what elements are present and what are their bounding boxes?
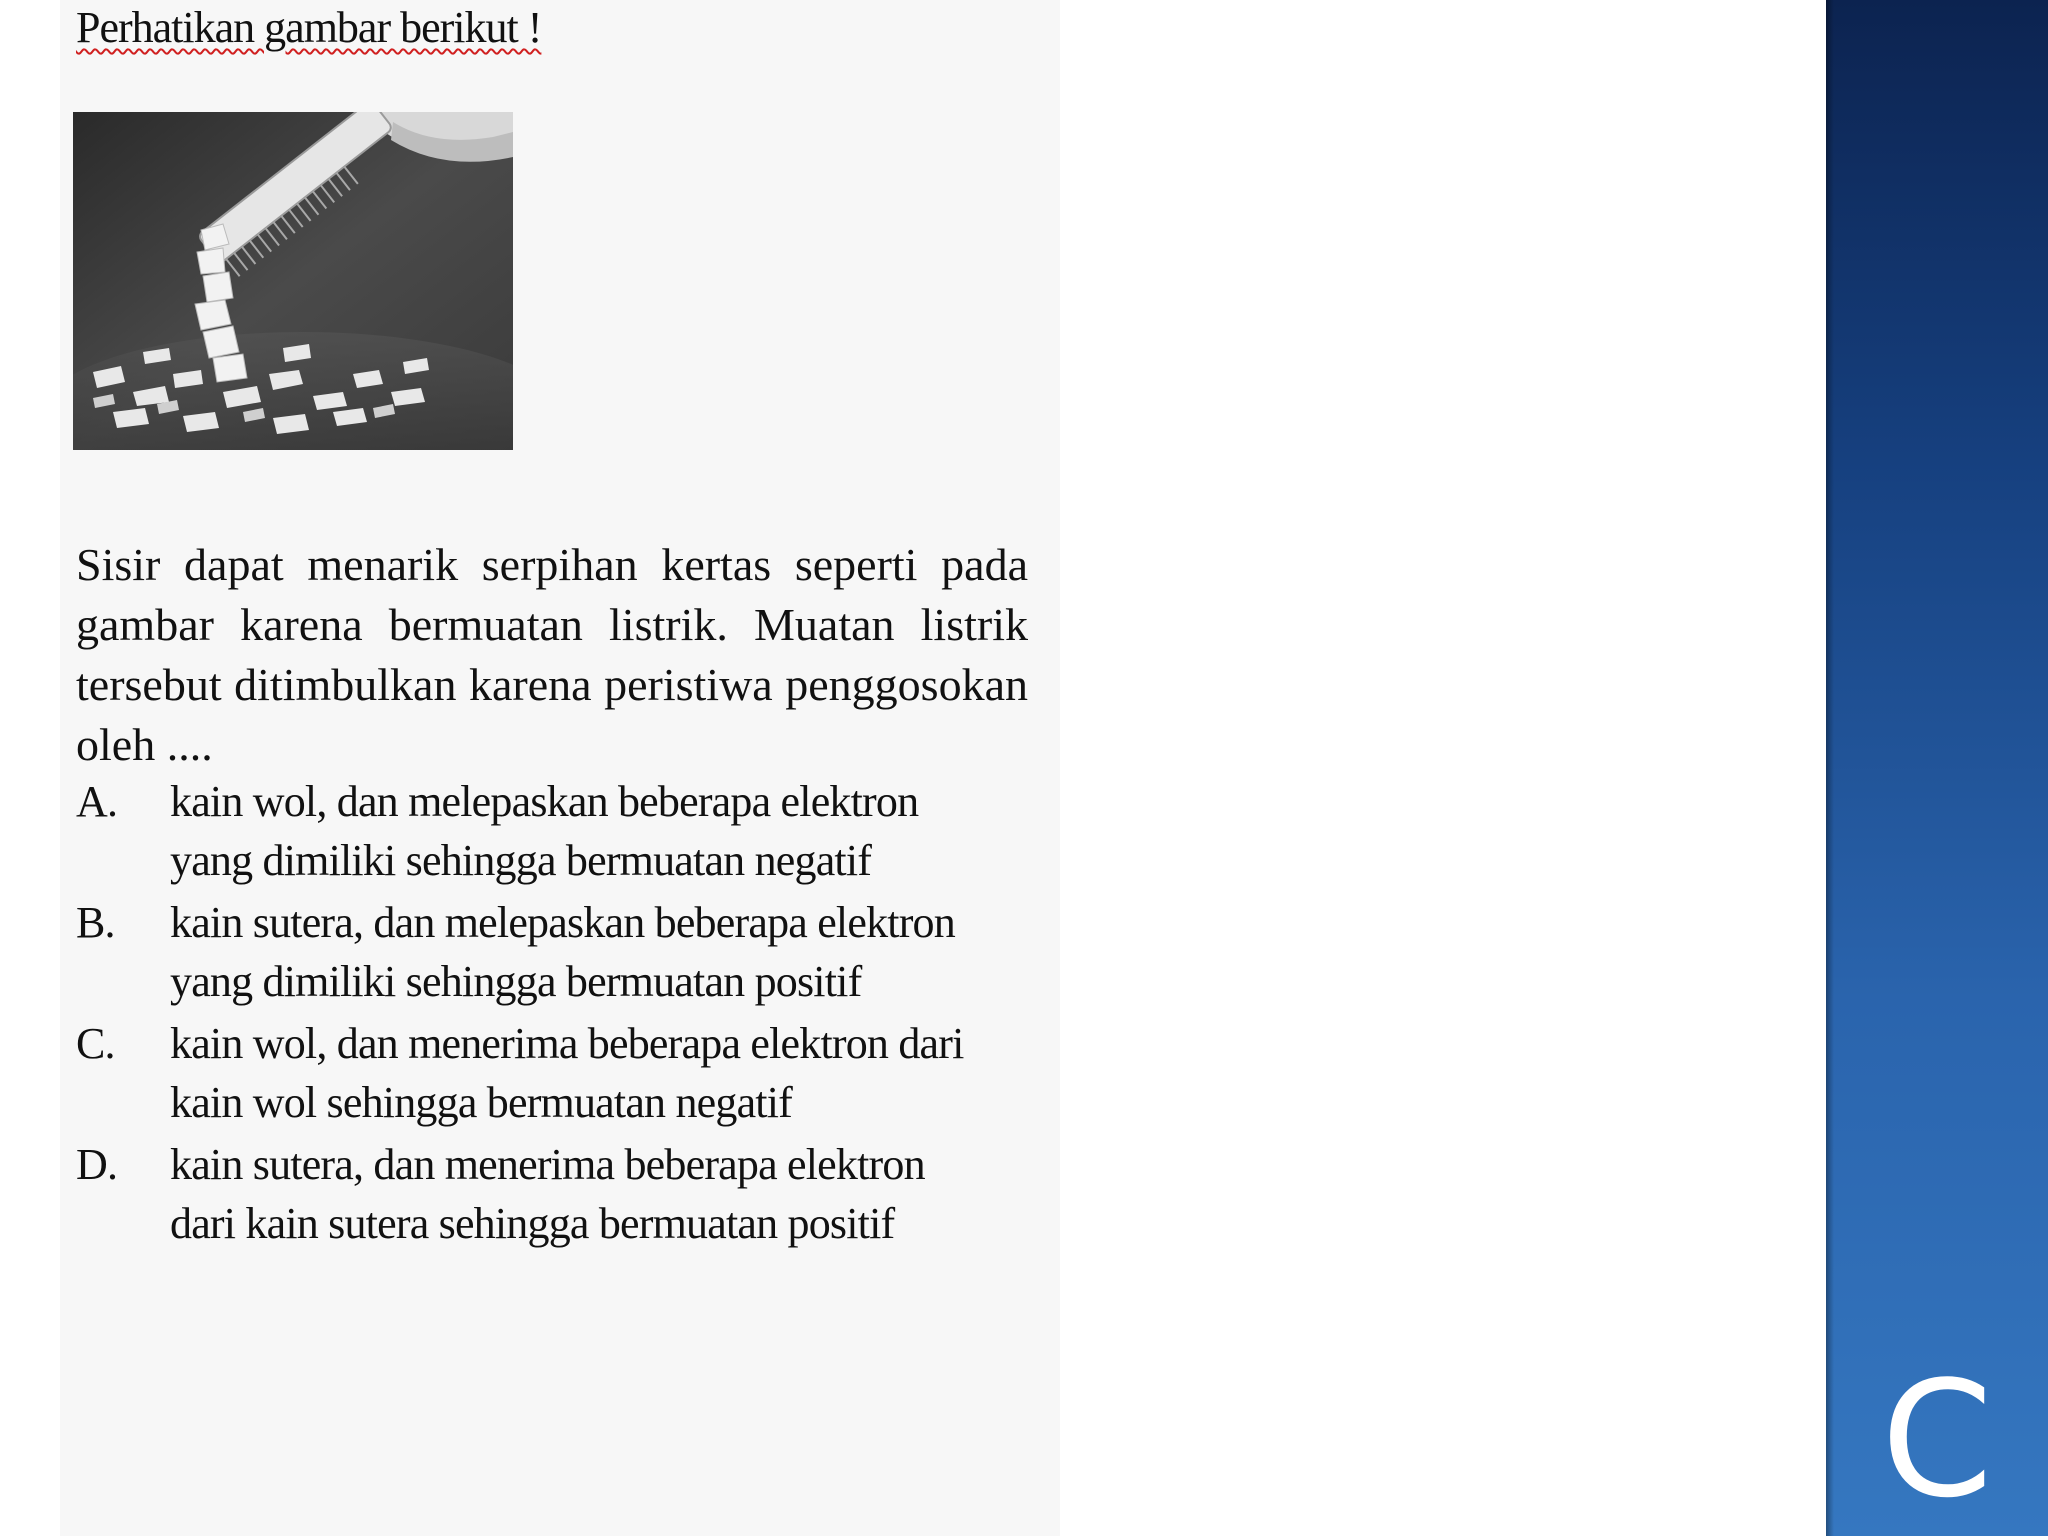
option-b	[76, 893, 1076, 1011]
option-text: kain sutera, dan melepaskan beberapa elektron yang dimiliki sehingga bermuatan positif	[170, 898, 955, 1006]
option-letter: B.	[76, 898, 115, 947]
answer-options	[76, 772, 1076, 1256]
slide-heading: Perhatikan gambar berikut !	[76, 3, 542, 52]
option-letter: C.	[76, 1019, 115, 1068]
option-letter: D.	[76, 1140, 118, 1189]
answer-letter: C	[1881, 1346, 1993, 1533]
option-c	[76, 1014, 1076, 1132]
option-text: kain wol, dan menerima beberapa elektron dari kain wol sehingga bermuatan negatif	[170, 1019, 964, 1127]
option-d	[76, 1135, 1076, 1253]
option-text: kain wol, dan melepaskan beberapa elektron yang dimiliki sehingga bermuatan negatif	[170, 777, 919, 885]
comb-attracting-paper-photo	[73, 112, 513, 450]
option-letter: A.	[76, 777, 118, 826]
option-a	[76, 772, 1076, 890]
option-text: kain sutera, dan menerima beberapa elektron dari kain sutera sehingga bermuatan positif	[170, 1140, 925, 1248]
question-text: Sisir dapat menarik serpihan kertas seperti pada gambar karena bermuatan listrik. Muatan listrik tersebut ditimbulkan karena peristiwa penggosokan oleh ....	[76, 539, 1028, 770]
blue-sidebar	[1826, 0, 2048, 1536]
